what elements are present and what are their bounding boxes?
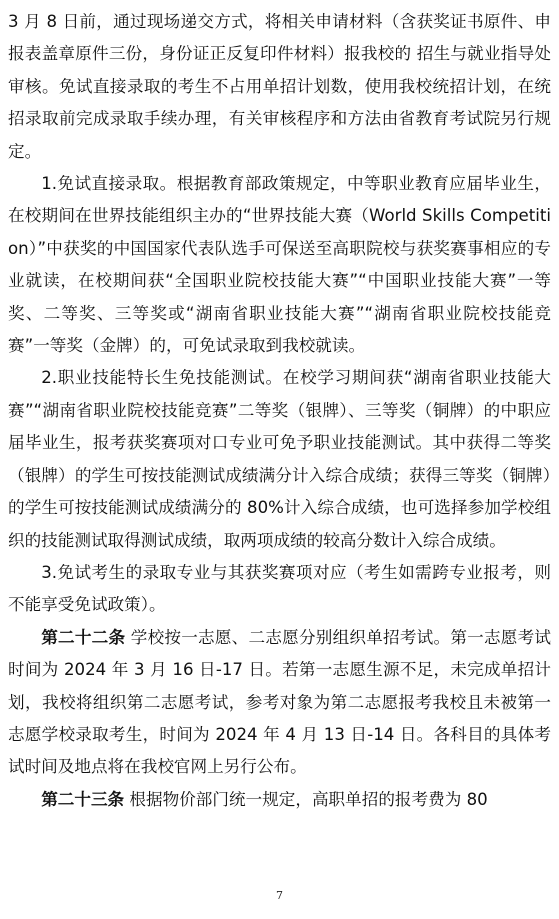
paragraph-text: 2.职业技能特长生免技能测试。在校学习期间获“湖南省职业技能大赛”“湖南省职业院校技能竞赛”二等奖（银牌）、三等奖（铜牌）的中职应届毕业生，报考获奖赛项对口专业可免予职业技能测试。其中获得二等奖（银牌）的学生可按技能测试成绩满分计入综合成绩；获得三等奖（铜牌）的学生可按技能测试成绩满分的 80%计入综合成绩，也可选择参加学校组织的技能测试取得测试成绩，取两项成绩的较高分数计入综合成绩。 [8, 368, 551, 550]
page-number: 7 [276, 889, 283, 902]
paragraph-text: 根据物价部门统一规定，高职单招的报考费为 80 [124, 789, 488, 809]
paragraph-exemption-direct-admission [8, 168, 551, 362]
document-body [8, 6, 551, 816]
paragraph-major-correspondence [8, 557, 551, 622]
paragraph-text: 3 月 8 日前，通过现场递交方式，将相关申请材料（含获奖证书原件、申报表盖章原件三份，身份证正反复印件材料）报我校的 招生与就业指导处审核。免试直接录取的考生不占用单招计划数，使用我校统招计划，在统招录取前完成录取手续办理，有关审核程序和方法由省教育考试院另行规定。 [8, 12, 551, 161]
paragraph-text: 学校按一志愿、二志愿分别组织单招考试。第一志愿考试时间为 2024 年 3 月 16 日-17 日。若第一志愿生源不足，未完成单招计划，我校将组织第二志愿考试，参考对象为第二志愿报考我校且未被第一志愿学校录取考生，时间为 2024 年 4 月 13 日-14 日。各科目的具体考试时间及地点将在我校官网上另行公布。 [8, 627, 551, 777]
article-heading: 第二十二条 [41, 627, 126, 647]
paragraph-continuation [8, 6, 551, 168]
paragraph-article-23 [8, 784, 551, 816]
article-heading: 第二十三条 [41, 789, 125, 809]
paragraph-text: 1.免试直接录取。根据教育部政策规定，中等职业教育应届毕业生，在校期间在世界技能组织主办的“世界技能大赛（World Skills Competition）”中获奖的中国国家代表队选手可保送至高职院校与获奖赛事相应的专业就读，在校期间获“全国职业院校技能大赛”“中国职业技能大赛”一等奖、二等奖、三等奖或“湖南省职业技能大赛”“湖南省职业院校技能竞赛”一等奖（金牌）的，可免试录取到我校就读。 [8, 174, 551, 356]
paragraph-article-22 [8, 622, 551, 784]
paragraph-skill-test-exemption [8, 362, 551, 556]
paragraph-text: 3.免试考生的录取专业与其获奖赛项对应（考生如需跨专业报考，则不能享受免试政策）。 [8, 562, 551, 615]
